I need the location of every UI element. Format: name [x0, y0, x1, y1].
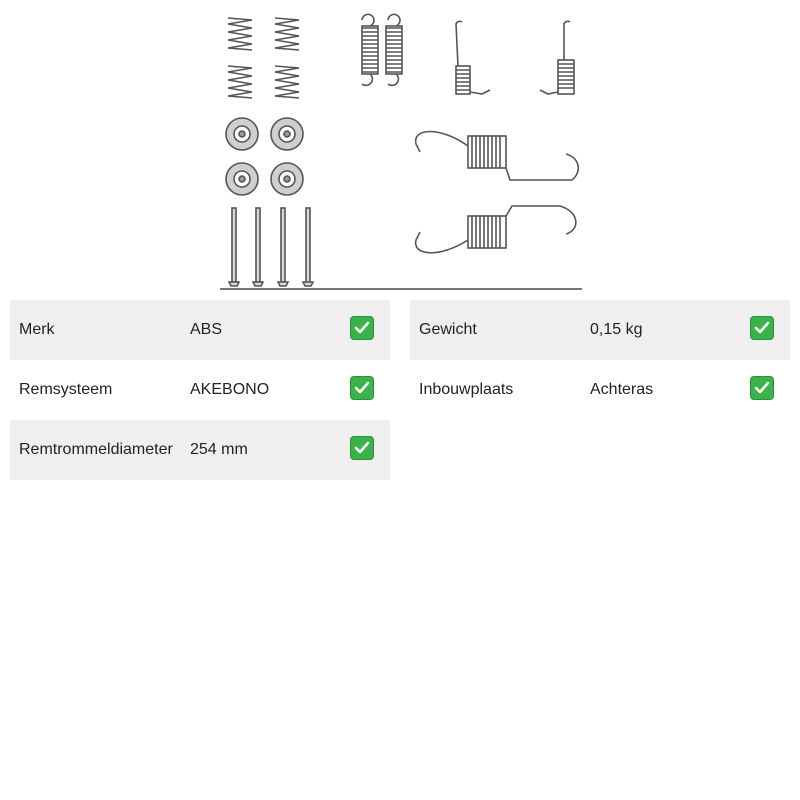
- spec-label: Remtrommeldiameter: [19, 441, 173, 458]
- spec-table-right: [410, 300, 790, 420]
- spec-label: Merk: [19, 321, 55, 338]
- product-image: [220, 8, 582, 290]
- spec-row-remtrommeldiameter: [10, 420, 390, 480]
- hold-down-pin: [229, 208, 313, 286]
- spec-row-gewicht: [410, 300, 790, 360]
- check-icon: [750, 376, 774, 400]
- check-icon: [750, 316, 774, 340]
- spec-value: 0,15 kg: [590, 321, 643, 338]
- spec-value: ABS: [190, 321, 223, 338]
- spec-label: Inbouwplaats: [419, 381, 514, 398]
- check-icon: [350, 316, 374, 340]
- compression-spring: [228, 18, 299, 98]
- check-icon: [350, 436, 374, 460]
- return-spring: [416, 132, 579, 253]
- spec-value: AKEBONO: [190, 381, 270, 398]
- tension-spring-pair: [362, 14, 402, 85]
- spec-row-merk: [10, 300, 390, 360]
- spec-row-remsysteem: [10, 360, 390, 420]
- retainer-cup: [226, 118, 303, 195]
- check-icon: [350, 376, 374, 400]
- spec-table-left: [10, 300, 390, 480]
- spec-value: 254 mm: [190, 441, 248, 458]
- spec-value: Achteras: [590, 381, 654, 398]
- hook-spring-pair: [456, 21, 574, 94]
- spec-label: Remsysteem: [19, 381, 113, 398]
- spec-label: Gewicht: [419, 321, 477, 338]
- spec-row-inbouwplaats: [410, 360, 790, 420]
